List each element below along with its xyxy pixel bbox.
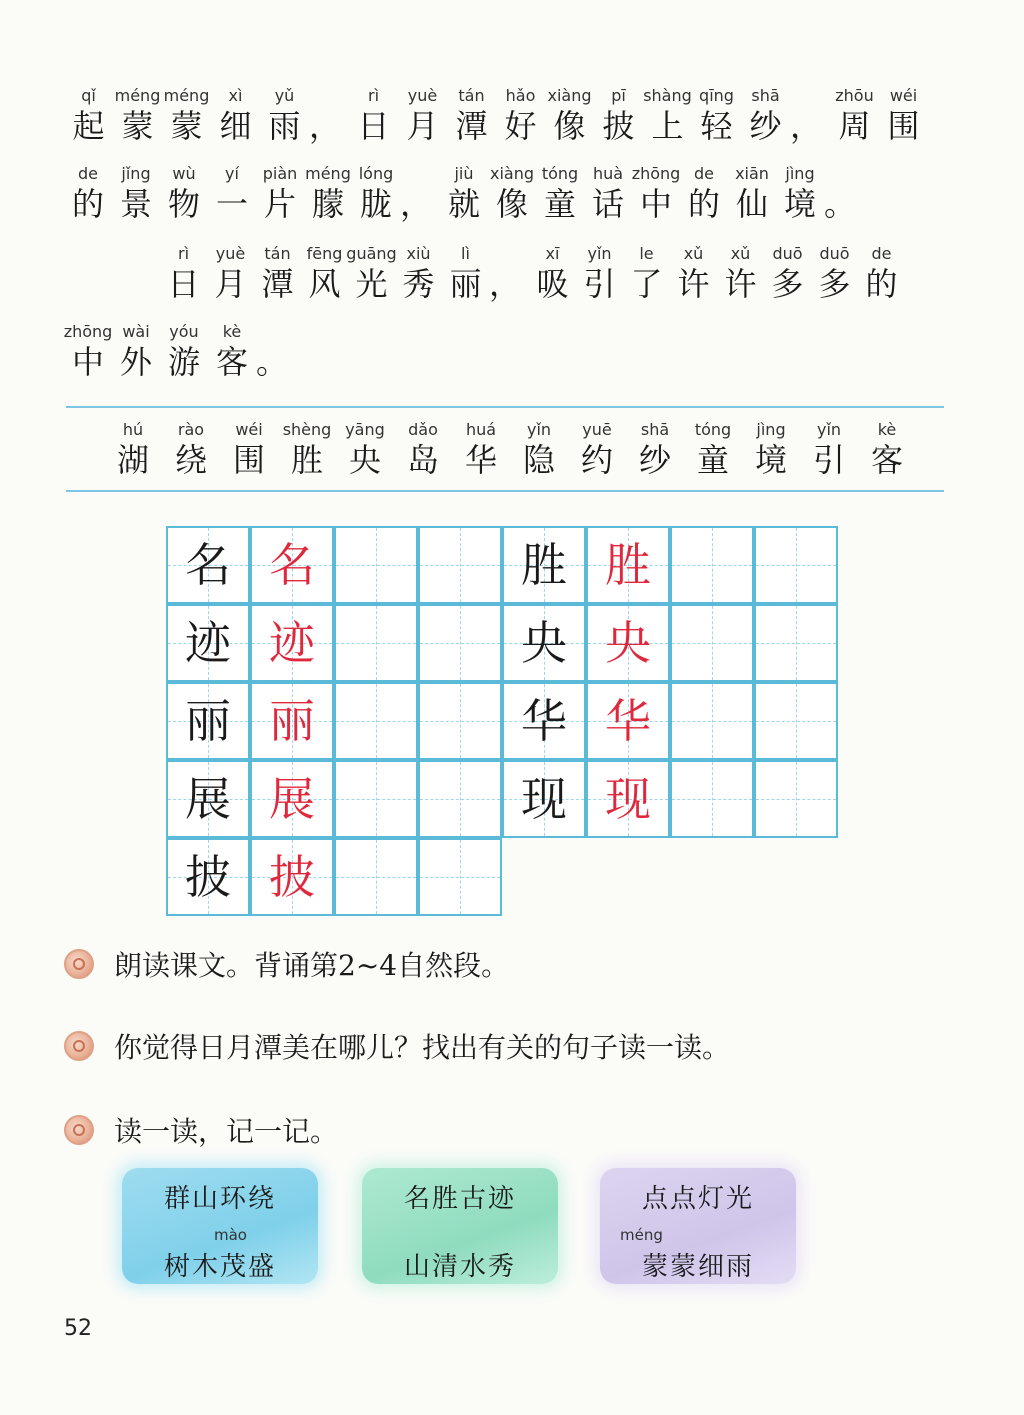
hanzi: 风 [308,265,341,303]
ruby-character [742,416,800,480]
exercise-3 [64,1110,338,1150]
ruby-character [684,416,742,480]
hanzi: 客 [215,343,248,381]
writing-cell [586,604,670,682]
ruby-character [545,82,594,146]
model-character: 丽 [185,694,231,748]
ruby-character [160,160,208,224]
exercise-1 [64,944,509,984]
pinyin: jiù [454,164,474,183]
ruby-character [879,82,928,146]
empty-writing-cell [754,682,838,760]
hanzi: 仙 [735,185,768,223]
pinyin: zhōng [631,164,681,183]
pinyin: hǎo [505,86,536,105]
hanzi: 吸 [536,265,569,303]
hanzi: 月 [214,265,247,303]
ruby-character [811,240,858,304]
writing-cell [586,526,670,604]
writing-cell [166,526,250,604]
phrase-line: 名胜古迹 [403,1184,516,1214]
pinyin: xiàng [489,164,534,183]
phrase-pinyin: mào [214,1226,247,1244]
hanzi: 多 [818,265,851,303]
ruby-character [576,240,623,304]
hanzi: 央 [348,441,381,479]
punctuation [824,160,864,224]
ruby-character [336,416,394,480]
ruby-character [64,82,113,146]
ruby-character [162,82,211,146]
hanzi: 上 [651,107,684,145]
passage-line-3 [160,240,905,304]
hanzi: 客 [870,441,903,479]
hanzi: 周 [838,107,871,145]
pinyin: shā [640,420,670,439]
trace-character: 央 [605,616,651,670]
empty-writing-cell [418,526,502,604]
pinyin: yāng [345,420,385,439]
writing-cell [502,760,586,838]
hanzi: 蒙 [170,107,203,145]
ruby-character [496,82,545,146]
hanzi: 童 [543,185,576,223]
trace-character: 名 [269,538,315,592]
pinyin: yí [225,164,239,183]
ruby-character [776,160,824,224]
ruby-character [64,318,112,382]
punctuation [790,82,830,146]
writing-cell [166,760,250,838]
phrase-line: 树木茂盛 [163,1252,276,1282]
hanzi: 的 [71,185,104,223]
empty-writing-cell [754,526,838,604]
ruby-character [394,416,452,480]
exercise-2 [64,1026,730,1066]
empty-writing-cell [670,526,754,604]
hanzi: 约 [580,441,613,479]
pinyin: qīng [699,86,734,105]
hanzi: 胜 [290,441,323,479]
trace-character: 现 [605,772,651,826]
ruby-character [452,416,510,480]
ruby-character [112,160,160,224]
ruby-character [692,82,741,146]
hanzi: 蒙 [121,107,154,145]
ruby-character [536,160,584,224]
hanzi: 像 [553,107,586,145]
ruby-character [112,318,160,382]
punctuation [489,240,529,304]
trace-character: 华 [605,694,651,748]
pinyin: kè [222,322,242,341]
pinyin: xiù [406,244,431,263]
hanzi: 光 [355,265,388,303]
writing-cell [166,682,250,760]
pinyin: yuē [582,420,612,439]
model-character: 央 [521,616,567,670]
ruby-character [352,160,400,224]
hanzi: 湖 [116,441,149,479]
trace-character: 丽 [269,694,315,748]
ruby-character [349,82,398,146]
ruby-character [207,240,254,304]
phrase-card [600,1168,796,1284]
vocab-rule-bottom [66,490,944,492]
phrase-line: 蒙蒙细雨 [641,1252,754,1282]
ruby-character [594,82,643,146]
hanzi: 了 [630,265,663,303]
ruby-character [440,160,488,224]
writing-cell [250,526,334,604]
ruby-character [830,82,879,146]
ruby-character [626,416,684,480]
hanzi: 境 [754,441,787,479]
pinyin: jìng [756,420,786,439]
hanzi: 潭 [261,265,294,303]
pinyin: guāng [346,244,397,263]
ruby-character [278,416,336,480]
ruby-character [643,82,692,146]
hanzi: 纱 [749,107,782,145]
ruby-character [584,160,632,224]
ruby-character [488,160,536,224]
pinyin: qǐ [81,86,96,105]
writing-cell [502,682,586,760]
ruby-character [764,240,811,304]
pinyin: shèng [282,420,332,439]
writing-cell [586,760,670,838]
pinyin: huà [592,164,624,183]
pinyin: fēng [306,244,343,263]
pinyin: wéi [235,420,263,439]
model-character: 迹 [185,616,231,670]
exercise-text: 朗读课文。背诵第2~4自然段。 [114,949,510,982]
hanzi: ， [489,265,522,303]
pinyin: méng [114,86,161,105]
punctuation [400,160,440,224]
hanzi: 像 [495,185,528,223]
ruby-character [104,416,162,480]
empty-writing-cell [334,604,418,682]
pinyin: wài [122,322,150,341]
ruby-character [510,416,568,480]
pinyin: xiān [735,164,769,183]
ruby-character [395,240,442,304]
ruby-character [858,240,905,304]
empty-writing-cell [670,682,754,760]
pinyin: tán [458,86,485,105]
phrase-card [122,1168,318,1284]
empty-writing-cell [754,604,838,682]
trace-character: 胜 [605,538,651,592]
phrase-line: 山清水秀 [403,1252,516,1282]
passage-line-2 [64,160,864,224]
pinyin: méng [305,164,351,183]
empty-writing-cell [418,760,502,838]
hanzi: 围 [887,107,920,145]
ruby-character [632,160,680,224]
empty-writing-cell [418,682,502,760]
vocab-rule-top [66,406,944,408]
pinyin: duō [819,244,850,263]
hanzi: 中 [639,185,672,223]
ruby-character [304,160,352,224]
pinyin: xì [228,86,243,105]
pinyin: tóng [694,420,732,439]
hanzi: ， [309,107,342,145]
writing-cell [502,526,586,604]
phrase-card [362,1168,558,1284]
ruby-character [447,82,496,146]
ruby-character [211,82,260,146]
ruby-character [301,240,348,304]
ruby-character [208,318,256,382]
exercise-text: 读一读，记一记。 [114,1115,339,1148]
hanzi: 一 [215,185,248,223]
hanzi: 隐 [522,441,555,479]
hanzi: 岛 [406,441,439,479]
empty-writing-cell [418,838,502,916]
ruby-character [113,82,162,146]
writing-cell [502,604,586,682]
ruby-character [680,160,728,224]
hanzi: 围 [232,441,265,479]
pinyin: yǐn [526,420,552,439]
model-character: 胜 [521,538,567,592]
phrase-line: 群山环绕 [163,1184,276,1214]
empty-writing-cell [670,604,754,682]
hanzi: 游 [167,343,200,381]
hanzi: 朦 [311,185,344,223]
ruby-character [348,240,395,304]
exercise-bullet-icon [64,949,94,979]
pinyin: huá [465,420,497,439]
trace-character: 展 [269,772,315,826]
punctuation [256,318,296,382]
hanzi: 多 [771,265,804,303]
hanzi: 纱 [638,441,671,479]
pinyin: xǔ [730,244,751,263]
ruby-character [256,160,304,224]
hanzi: 许 [724,265,757,303]
hanzi: 境 [783,185,816,223]
hanzi: 。 [256,343,289,381]
hanzi: 景 [119,185,152,223]
hanzi: 引 [583,265,616,303]
pinyin: lóng [358,164,394,183]
page-number: 52 [64,1316,92,1341]
pinyin: le [639,244,654,263]
ruby-character [728,160,776,224]
hanzi: 绕 [174,441,207,479]
hanzi: 起 [72,107,105,145]
hanzi: 就 [447,185,480,223]
hanzi: 丽 [449,265,482,303]
pinyin: de [694,164,714,183]
exercise-bullet-icon [64,1115,94,1145]
hanzi: 月 [406,107,439,145]
hanzi: 胧 [359,185,392,223]
exercise-text: 你觉得日月潭美在哪儿？找出有关的句子读一读。 [114,1031,731,1064]
empty-writing-cell [334,682,418,760]
ruby-character [220,416,278,480]
passage-line-4 [64,318,296,382]
punctuation [309,82,349,146]
empty-writing-cell [334,838,418,916]
hanzi: 轻 [700,107,733,145]
hanzi: 潭 [455,107,488,145]
pinyin: shàng [643,86,692,105]
pinyin: méng [163,86,210,105]
hanzi: 话 [591,185,624,223]
hanzi: 日 [167,265,200,303]
hanzi: 片 [263,185,296,223]
hanzi: 中 [71,343,104,381]
pinyin: shā [751,86,780,105]
pinyin: yǐn [816,420,842,439]
pinyin: piàn [262,164,298,183]
ruby-character [64,160,112,224]
ruby-character [717,240,764,304]
ruby-character [160,240,207,304]
empty-writing-cell [334,526,418,604]
hanzi: 的 [865,265,898,303]
hanzi: 。 [824,185,857,223]
ruby-character [623,240,670,304]
pinyin: hú [122,420,144,439]
pinyin: jìng [785,164,815,183]
pinyin: yóu [169,322,199,341]
pinyin: tán [264,244,291,263]
pinyin: zhōng [63,322,113,341]
pinyin: rì [177,244,190,263]
empty-writing-cell [418,604,502,682]
writing-cell [166,604,250,682]
pinyin: lì [461,244,470,263]
phrase-pinyin: méng [620,1226,663,1244]
writing-cell [250,604,334,682]
empty-writing-cell [754,760,838,838]
hanzi: 披 [602,107,635,145]
pinyin: jǐng [121,164,151,183]
pinyin: wù [172,164,196,183]
ruby-character [160,318,208,382]
ruby-character [800,416,858,480]
hanzi: 外 [119,343,152,381]
ruby-character [741,82,790,146]
writing-cell [250,760,334,838]
empty-writing-cell [334,760,418,838]
pinyin: zhōu [835,86,874,105]
phrase-line: 点点灯光 [641,1184,754,1214]
pinyin: de [78,164,98,183]
ruby-character [858,416,916,480]
ruby-character [260,82,309,146]
model-character: 华 [521,694,567,748]
hanzi: 好 [504,107,537,145]
pinyin: de [871,244,892,263]
pinyin: dǎo [408,420,438,439]
pinyin: xǔ [683,244,704,263]
ruby-character [529,240,576,304]
pinyin: wéi [889,86,918,105]
writing-cell [250,682,334,760]
ruby-character [398,82,447,146]
hanzi: 童 [696,441,729,479]
ruby-character [208,160,256,224]
hanzi: 物 [167,185,200,223]
hanzi: 秀 [402,265,435,303]
ruby-character [670,240,717,304]
pinyin: pī [611,86,626,105]
vocab-strip [104,416,916,480]
hanzi: ， [400,185,433,223]
model-character: 披 [185,850,231,904]
pinyin: rào [177,420,205,439]
pinyin: xī [545,244,560,263]
hanzi: 雨 [268,107,301,145]
ruby-character [568,416,626,480]
model-character: 展 [185,772,231,826]
model-character: 名 [185,538,231,592]
ruby-character [254,240,301,304]
trace-character: 迹 [269,616,315,670]
pinyin: kè [877,420,897,439]
trace-character: 披 [269,850,315,904]
passage-line-1 [64,82,928,146]
pinyin: duō [772,244,803,263]
hanzi: ， [790,107,823,145]
hanzi: 日 [357,107,390,145]
pinyin: tóng [541,164,579,183]
hanzi: 华 [464,441,497,479]
pinyin: yuè [215,244,246,263]
ruby-character [442,240,489,304]
ruby-character [162,416,220,480]
pinyin: rì [367,86,380,105]
writing-cell [586,682,670,760]
hanzi: 细 [219,107,252,145]
writing-cell [250,838,334,916]
hanzi: 的 [687,185,720,223]
empty-writing-cell [670,760,754,838]
pinyin: yuè [407,86,438,105]
pinyin: yǔ [274,86,295,105]
writing-cell [166,838,250,916]
hanzi: 引 [812,441,845,479]
hanzi: 许 [677,265,710,303]
model-character: 现 [521,772,567,826]
pinyin: xiàng [547,86,592,105]
pinyin: yǐn [587,244,612,263]
exercise-bullet-icon [64,1031,94,1061]
